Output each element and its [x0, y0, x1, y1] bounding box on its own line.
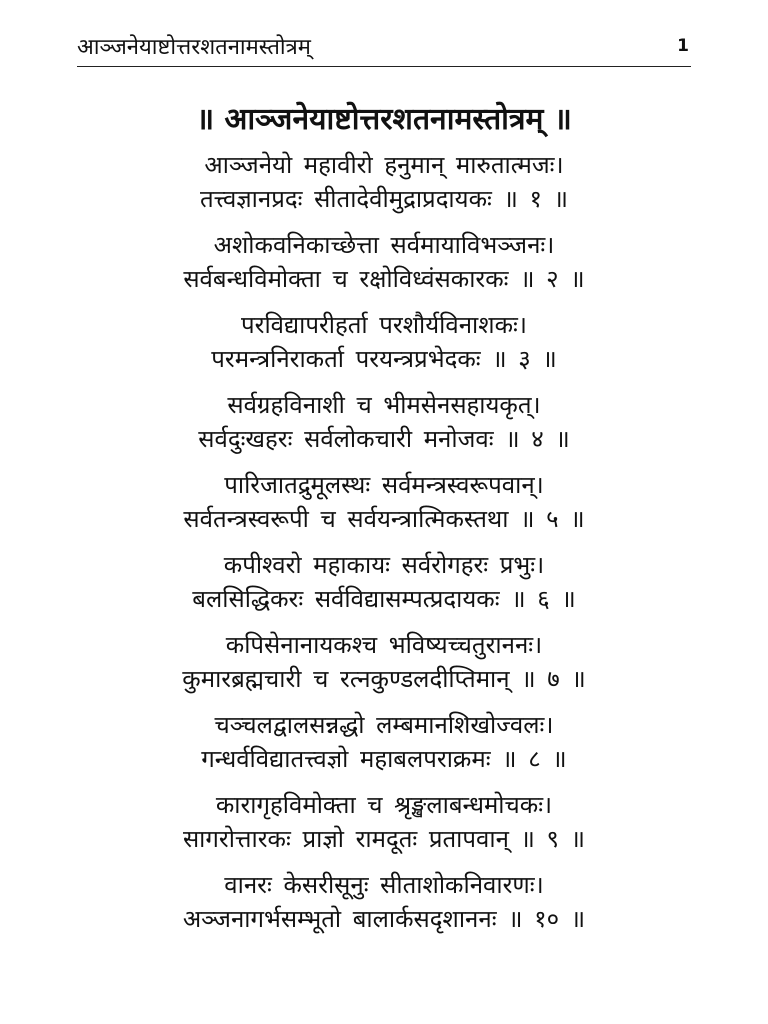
verse-line: आञ्जनेयो महावीरो हनुमान् मारुतात्मजः।	[204, 151, 564, 179]
verse-line: तत्त्वज्ञानप्रदः सीतादेवीमुद्राप्रदायकः ॥ १ ॥	[200, 185, 568, 213]
verse-line: अञ्जनागर्भसम्भूतो बालार्कसदृशाननः ॥ १० ॥	[182, 905, 586, 933]
verse-line: बलसिद्धिकरः सर्वविद्यासम्पत्प्रदायकः ॥ ६ ॥	[192, 585, 576, 613]
verse-line: पारिजातद्रुमूलस्थः सर्वमन्त्रस्वरूपवान्।	[224, 471, 544, 499]
verse-line: सर्वग्रहविनाशी च भीमसेनसहायकृत्।	[227, 391, 541, 419]
running-header	[77, 34, 691, 67]
document-title: ॥ आञ्जनेयाष्टोत्तरशतनामस्तोत्रम् ॥	[196, 102, 572, 137]
verse-6	[0, 548, 768, 616]
verse-line: परविद्यापरीहर्ता परशौर्यविनाशकः।	[241, 311, 527, 339]
verse-line: सर्वतन्त्रस्वरूपी च सर्वयन्त्रात्मिकस्तथा ॥ ५ ॥	[183, 505, 585, 533]
page-number: 1	[677, 36, 689, 56]
verse-line: वानरः केसरीसूनुः सीताशोकनिवारणः।	[224, 871, 544, 899]
verse-3	[0, 308, 768, 376]
verse-line: सागरोत्तारकः प्राज्ञो रामदूतः प्रतापवान् ॥ ९ ॥	[182, 825, 586, 853]
verse-line: चञ्चलद्वालसन्नद्धो लम्बमानशिखोज्वलः।	[214, 711, 554, 739]
verse-line: गन्धर्वविद्यातत्त्वज्ञो महाबलपराक्रमः ॥ ८ ॥	[201, 745, 567, 773]
verse-line: कपीश्वरो महाकायः सर्वरोगहरः प्रभुः।	[223, 551, 545, 579]
verse-5	[0, 468, 768, 536]
verse-line: सर्वदुःखहरः सर्वलोकचारी मनोजवः ॥ ४ ॥	[198, 425, 570, 453]
verse-1	[0, 148, 768, 216]
verse-2	[0, 228, 768, 296]
verse-9	[0, 788, 768, 856]
verse-line: कपिसेनानायकश्च भविष्यच्चतुराननः।	[225, 631, 543, 659]
verse-4	[0, 388, 768, 456]
verse-line: अशोकवनिकाच्छेत्ता सर्वमायाविभञ्जनः।	[213, 231, 555, 259]
verse-10	[0, 868, 768, 936]
verse-7	[0, 628, 768, 696]
verse-list	[0, 148, 768, 948]
verse-line: कारागृहविमोक्ता च श्रृङ्खलाबन्धमोचकः।	[215, 791, 553, 819]
verse-line: कुमारब्रह्मचारी च रत्नकुण्डलदीप्तिमान् ॥ ७ ॥	[182, 665, 586, 693]
verse-line: सर्वबन्धविमोक्ता च रक्षोविध्वंसकारकः ॥ २ ॥	[183, 265, 585, 293]
running-title: आञ्जनेयाष्टोत्तरशतनामस्तोत्रम्	[77, 35, 311, 60]
verse-8	[0, 708, 768, 776]
verse-line: परमन्त्रनिराकर्ता परयन्त्रप्रभेदकः ॥ ३ ॥	[211, 345, 557, 373]
